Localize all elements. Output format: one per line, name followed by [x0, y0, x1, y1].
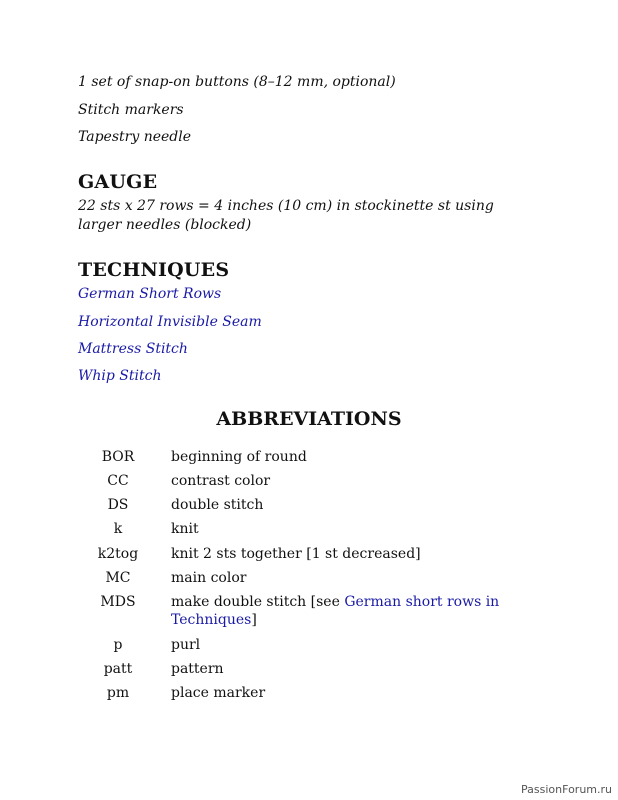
- materials-item: Stitch markers: [78, 102, 184, 118]
- abbreviation-definition: knit: [171, 521, 199, 537]
- materials-item: 1 set of snap-on buttons (8–12 mm, optional): [78, 74, 396, 90]
- definition-text: make double stitch [see: [171, 594, 345, 610]
- abbreviation-term: patt: [103, 661, 133, 677]
- definition-text: ]: [251, 612, 257, 628]
- abbreviation-definition: beginning of round: [171, 449, 307, 465]
- abbreviation-term: DS: [107, 497, 129, 513]
- gauge-text: 22 sts x 27 rows = 4 inches (10 cm) in stockinette st using larger needles (blocked): [78, 198, 494, 233]
- abbreviation-definition: pattern: [171, 661, 224, 677]
- abbreviation-definition: double stitch: [171, 497, 264, 513]
- technique-link-mattress-stitch[interactable]: Mattress Stitch: [78, 341, 188, 357]
- abbreviation-term: p: [113, 637, 123, 653]
- gauge-heading: GAUGE: [78, 171, 158, 193]
- abbreviation-term: MC: [105, 570, 131, 586]
- abbreviation-definition: purl: [171, 637, 201, 653]
- technique-link-whip-stitch[interactable]: Whip Stitch: [78, 368, 162, 384]
- abbreviation-term: pm: [106, 685, 130, 701]
- abbreviation-term: CC: [107, 473, 129, 489]
- watermark-text: PassionForum.ru: [521, 783, 612, 796]
- technique-link-german-short-rows[interactable]: German Short Rows: [78, 286, 222, 302]
- abbreviation-definition: [171, 593, 501, 629]
- abbreviations-heading: ABBREVIATIONS: [216, 408, 402, 430]
- abbreviation-definition: main color: [171, 570, 247, 586]
- abbreviation-term: MDS: [100, 594, 136, 610]
- abbreviation-term: k2tog: [97, 546, 139, 562]
- abbreviation-definition: contrast color: [171, 473, 271, 489]
- abbreviation-term: k: [113, 521, 123, 537]
- german-short-rows-link[interactable]: German short rows in Techniques: [171, 594, 500, 628]
- materials-item: Tapestry needle: [78, 129, 192, 145]
- technique-link-horizontal-invisible-seam[interactable]: Horizontal Invisible Seam: [78, 314, 262, 330]
- abbreviation-definition: knit 2 sts together [1 st decreased]: [171, 546, 421, 562]
- abbreviation-term: BOR: [101, 449, 135, 465]
- techniques-heading: TECHNIQUES: [78, 259, 230, 281]
- abbreviation-definition: place marker: [171, 685, 266, 701]
